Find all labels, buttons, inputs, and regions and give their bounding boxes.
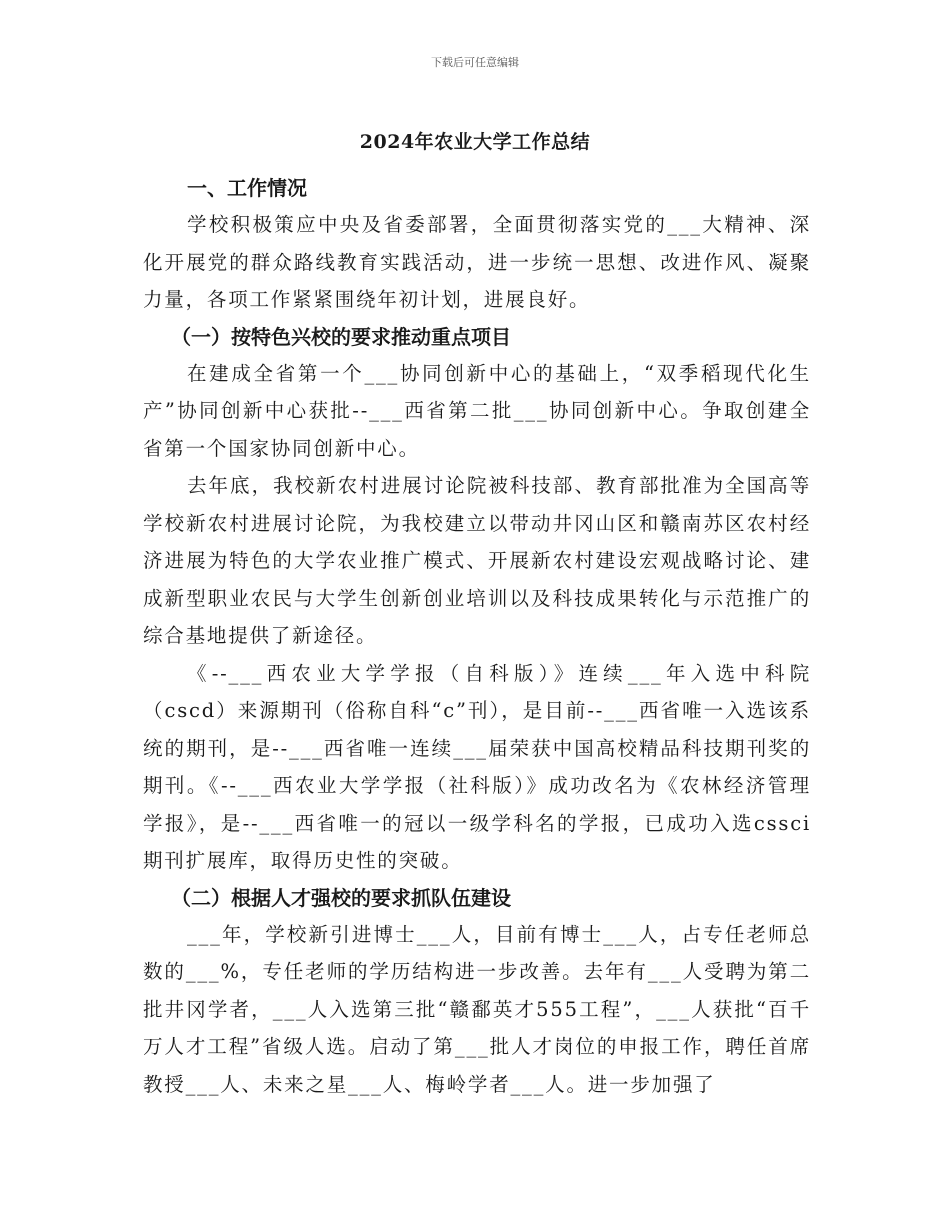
section-heading-work-status: 一、工作情况	[187, 176, 307, 200]
subheading-key-projects: （一）按特色兴校的要求推动重点项目	[171, 324, 511, 349]
header-note: 下载后可任意编辑	[431, 56, 519, 69]
paragraph-intro: 学校积极策应中央及省委部署，全面贯彻落实党的___大精神、深化开展党的群众路线教育实践活动，进一步统一思想、改进作风、凝聚力量，各项工作紧紧围绕年初计划，进展良好。	[143, 213, 811, 311]
document-title: 2024年农业大学工作总结	[359, 131, 591, 153]
paragraph-journal: 《--___西农业大学学报（自科版）》连续___年入选中科院（cscd）来源期刊（俗称自科“c”刊），是目前--___西省唯一入选该系统的期刊，是--___西省唯一连续___届荣获中国高校精品科技期刊奖的期刊。《--___西农业大学学报（社科版）》成功改名为《农林经济管理学报》，是--___西省唯一的冠以一级学科名的学报，已成功入选cssci期刊扩展库，取得历史性的突破。	[143, 661, 811, 872]
paragraph-innovation-center: 在建成全省第一个___协同创新中心的基础上，“双季稻现代化生产”协同创新中心获批--___西省第二批___协同创新中心。争取创建全省第一个国家协同创新中心。	[143, 361, 811, 460]
document-body	[143, 170, 811, 1103]
paragraph-rural-research-institute: 去年底，我校新农村进展讨论院被科技部、教育部批准为全国高等学校新农村进展讨论院，为我校建立以带动井冈山区和赣南苏区农村经济进展为特色的大学农业推广模式、开展新农村建设宏观战略讨论、建成新型职业农民与大学生创新创业培训以及科技成果转化与示范推广的综合基地提供了新途径。	[143, 474, 811, 647]
paragraph-talent: ___年，学校新引进博士___人，目前有博士___人，占专任老师总数的___%，专任老师的学历结构进一步改善。去年有___人受聘为第二批井冈学者，___人入选第三批“赣鄱英才555工程”，___人获批“百千万人才工程”省级人选。启动了第___批人才岗位的申报工作，聘任首席教授___人、未来之星___人、梅岭学者___人。进一步加强了	[143, 922, 811, 1096]
subheading-talent-team: （二）根据人才强校的要求抓队伍建设	[171, 885, 511, 910]
